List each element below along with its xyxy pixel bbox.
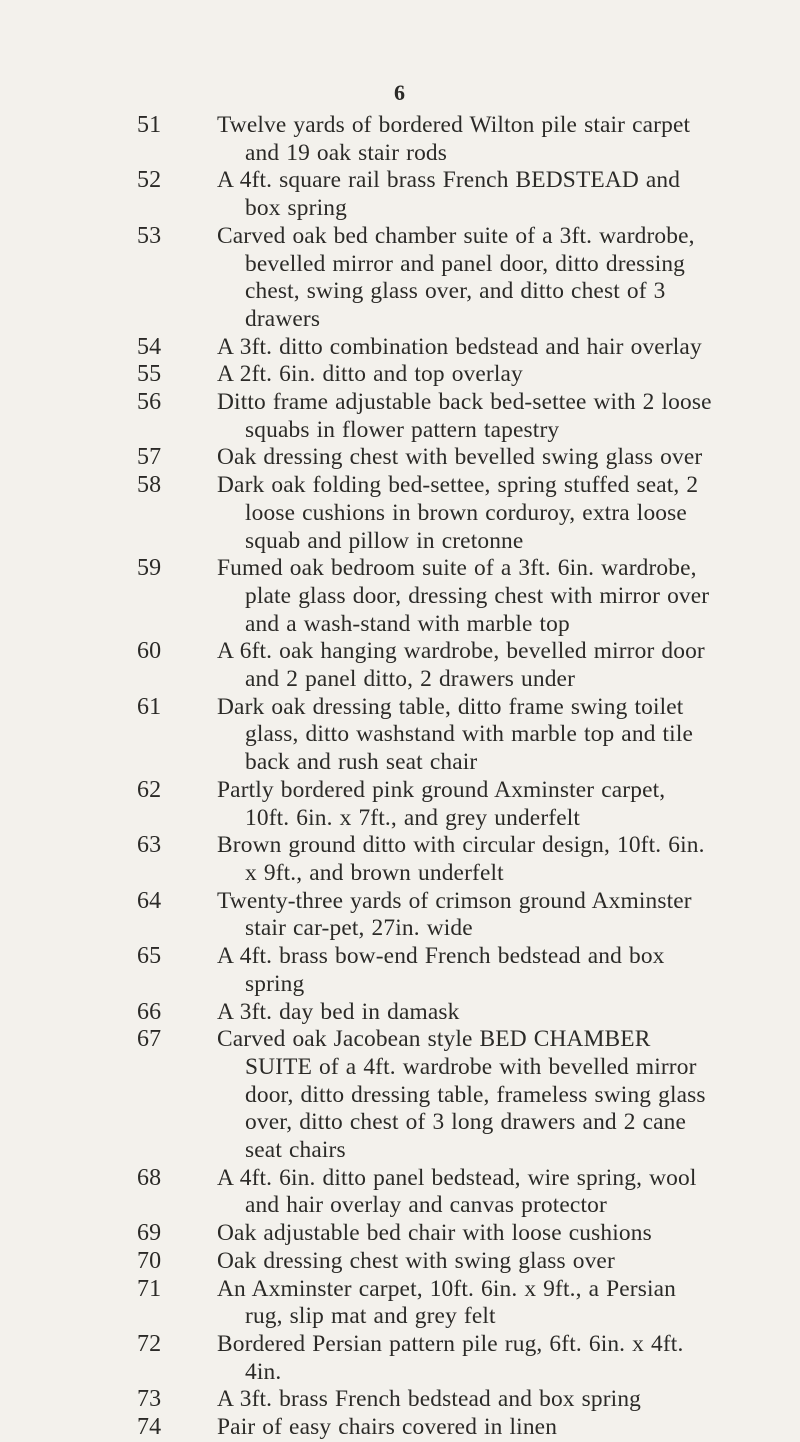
lot-number: 67 <box>137 1026 162 1053</box>
lot-entry <box>0 1026 800 1165</box>
lot-number: 54 <box>137 333 162 360</box>
lot-entry <box>0 943 800 998</box>
lot-description: Oak dressing chest with bevelled swing glass over <box>217 444 703 471</box>
lot-number: 60 <box>137 638 162 665</box>
lot-number: 74 <box>137 1414 162 1441</box>
lot-entry <box>0 167 800 222</box>
lot-entry <box>0 1414 800 1442</box>
lot-number: 65 <box>137 943 162 970</box>
lot-description: Carved oak bed chamber suite of a 3ft. wardrobe, bevelled mirror and panel door, ditto dressing chest, swing glass over, and ditto chest of 3 drawers <box>217 222 695 332</box>
lot-description: A 3ft. day bed in damask <box>217 998 460 1025</box>
lot-description: Fumed oak bedroom suite of a 3ft. 6in. wardrobe, plate glass door, dressing chest with mirror over and a wash-stand with marble top <box>217 555 710 637</box>
lot-number: 62 <box>137 776 162 803</box>
lot-entry <box>0 694 800 777</box>
lot-description: Dark oak dressing table, ditto frame swing toilet glass, ditto washstand with marble top and tile back and rush seat chair <box>217 693 694 776</box>
lot-description: A 2ft. 6in. ditto and top overlay <box>217 361 523 388</box>
lot-description: Partly bordered pink ground Axminster carpet, 10ft. 6in. x 7ft., and grey underfelt <box>217 776 666 831</box>
lot-number: 57 <box>137 444 162 471</box>
lot-description: Ditto frame adjustable back bed-settee with 2 loose squabs in flower pattern tapestry <box>217 389 712 443</box>
lot-entry <box>0 472 800 555</box>
lot-number: 72 <box>137 1330 162 1357</box>
lot-number: 53 <box>137 222 162 249</box>
lot-entry <box>0 1248 800 1276</box>
lot-number: 68 <box>137 1164 162 1191</box>
lot-entry <box>0 112 800 167</box>
lot-number: 63 <box>137 832 162 859</box>
lot-number: 66 <box>137 998 162 1025</box>
lot-number: 59 <box>137 555 162 582</box>
lot-entry <box>0 1386 800 1414</box>
lot-description: Oak dressing chest with swing glass over <box>217 1247 615 1274</box>
lot-entry <box>0 777 800 832</box>
lot-entry <box>0 1276 800 1331</box>
lot-description: A 4ft. brass bow-end French bedstead and box spring <box>217 943 665 997</box>
lot-description: A 3ft. ditto combination bedstead and hair overlay <box>217 333 702 360</box>
lot-description: Pair of easy chairs covered in linen <box>217 1414 558 1441</box>
lot-entry <box>0 389 800 444</box>
lot-description: Carved oak Jacobean style BED CHAMBER SUITE of a 4ft. wardrobe with bevelled mirror door, ditto dressing table, frameless swing glass over, ditto chest of 3 long drawers and 2 cane seat chairs <box>217 1026 706 1164</box>
lot-description: Brown ground ditto with circular design, 10ft. 6in. x 9ft., and brown underfelt <box>217 832 705 886</box>
lot-entry <box>0 1331 800 1386</box>
lot-description: A 6ft. oak hanging wardrobe, bevelled mirror door and 2 panel ditto, 2 drawers under <box>217 638 705 693</box>
lot-description: A 4ft. square rail brass French BEDSTEAD and box spring <box>217 167 681 222</box>
lot-entry <box>0 1220 800 1248</box>
lot-entry <box>0 999 800 1027</box>
lot-description: Twenty-three yards of crimson ground Axminster stair car-pet, 27in. wide <box>217 887 692 942</box>
lot-entry <box>0 223 800 334</box>
lot-description: A 3ft. brass French bedstead and box spring <box>217 1386 642 1413</box>
lot-number: 69 <box>137 1220 162 1247</box>
lot-number: 56 <box>137 389 162 416</box>
lot-number: 58 <box>137 472 162 499</box>
lot-number: 51 <box>137 112 162 138</box>
lot-description: Twelve yards of bordered Wilton pile stair carpet and 19 oak stair rods <box>217 112 691 166</box>
lot-description: Dark oak folding bed-settee, spring stuffed seat, 2 loose cushions in brown corduroy, extra loose squab and pillow in cretonne <box>217 472 699 554</box>
lot-list <box>0 112 800 1442</box>
lot-description: A 4ft. 6in. ditto panel bedstead, wire spring, wool and hair overlay and canvas protector <box>217 1164 697 1219</box>
lot-entry <box>0 334 800 362</box>
lot-number: 71 <box>137 1275 162 1302</box>
lot-number: 70 <box>137 1247 162 1274</box>
lot-entry <box>0 832 800 887</box>
lot-description: Bordered Persian pattern pile rug, 6ft. 6in. x 4ft. 4in. <box>217 1330 684 1385</box>
lot-number: 52 <box>137 167 162 194</box>
page-number: 6 <box>394 80 406 105</box>
lot-description: Oak adjustable bed chair with loose cushions <box>217 1220 652 1247</box>
lot-description: An Axminster carpet, 10ft. 6in. x 9ft., a Persian rug, slip mat and grey felt <box>217 1275 677 1330</box>
lot-number: 64 <box>137 887 162 914</box>
lot-number: 61 <box>137 693 162 720</box>
lot-number: 55 <box>137 361 162 388</box>
lot-entry <box>0 638 800 693</box>
lot-entry <box>0 555 800 638</box>
lot-entry <box>0 888 800 943</box>
lot-entry <box>0 444 800 472</box>
lot-number: 73 <box>137 1386 162 1413</box>
lot-entry <box>0 361 800 389</box>
lot-entry <box>0 1165 800 1220</box>
